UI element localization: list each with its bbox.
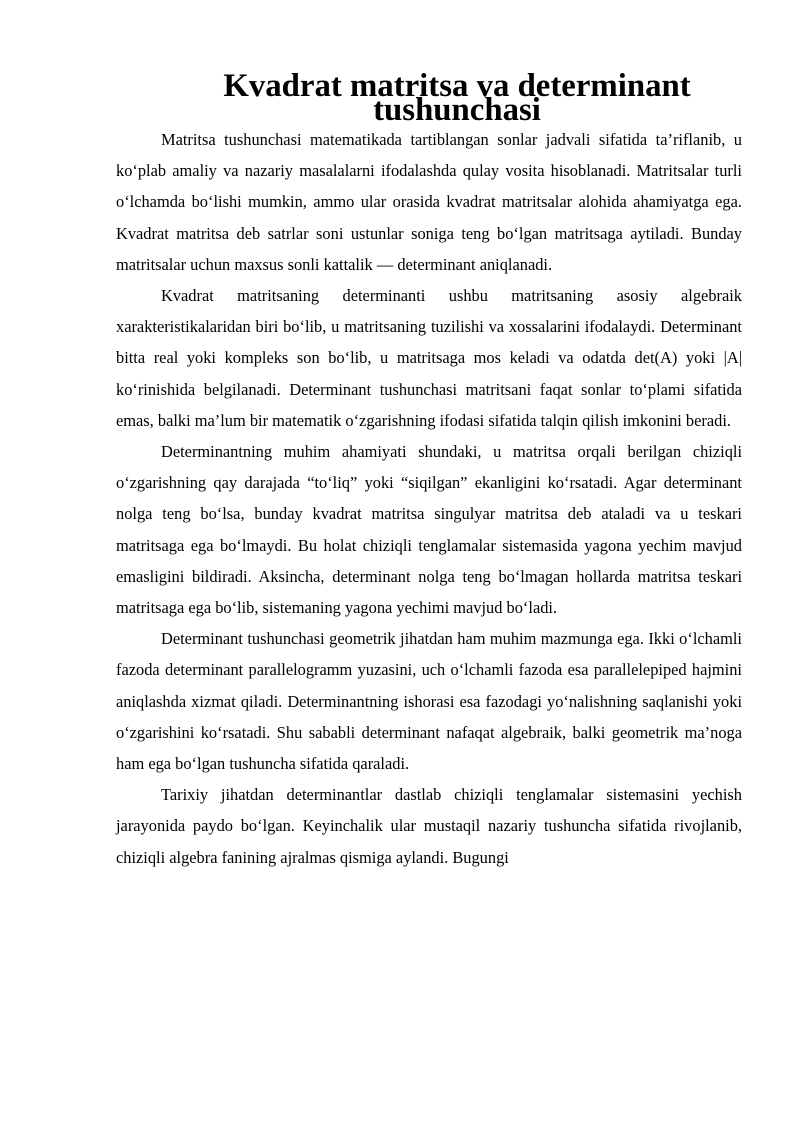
document-page (116, 68, 742, 873)
paragraph-5: Tarixiy jihatdan determinantlar dastlab chiziqli tenglamalar sistemasini yechish jarayonida paydo bo‘lgan. Keyinchalik ular mustaqil nazariy tushuncha sifatida rivojlanib, chiziqli algebra fanining ajralmas qismiga aylandi. Bugungi (116, 785, 742, 867)
paragraph-4: Determinant tushunchasi geometrik jihatdan ham muhim mazmunga ega. Ikki o‘lchamli fazoda determinant parallelogramm yuzasini, uch o‘lchamli fazoda esa parallelepiped hajmini aniqlashda xizmat qiladi. Determinantning ishorasi esa fazodagi yo‘nalishning saqlanishi yoki o‘zgarishini ko‘rsatadi. Shu sababli determinant nafaqat algebraik, balki geometrik ma’noga ham ega bo‘lgan tushuncha sifatida qaraladi. (116, 629, 742, 774)
paragraph-2: Kvadrat matritsaning determinanti ushbu matritsaning asosiy algebraik xarakteristikalaridan biri bo‘lib, u matritsaning tuzilishi va xossalarini ifodalaydi. Determinant bitta real yoki kompleks son bo‘lib, u matritsaga mos keladi va odatda det(A) yoki |A| ko‘rinishida belgilanadi. Determinant tushunchasi matritsani faqat sonlar to‘plami sifatida emas, balki ma’lum bir matematik o‘zgarishning ifodasi sifatida talqin qilish imkonini beradi. (116, 286, 742, 430)
paragraph-1: Matritsa tushunchasi matematikada tartiblangan sonlar jadvali sifatida ta’riflanib, u ko‘plab amaliy va nazariy masalalarni ifodalashda qulay vosita hisoblanadi. Matritsalar turli o‘lchamda bo‘lishi mumkin, ammo ular orasida kvadrat matritsalar alohida ahamiyatga ega. Kvadrat matritsa deb satrlar soni ustunlar soniga teng bo‘lgan matritsaga aytiladi. Bunday matritsalar uchun maxsus sonli kattalik — determinant aniqlanadi. (116, 130, 742, 274)
paragraph-3: Determinantning muhim ahamiyati shundaki, u matritsa orqali berilgan chiziqli o‘zgarishning qay darajada “to‘liq” yoki “siqilgan” ekanligini ko‘rsatadi. Agar determinant nolga teng bo‘lsa, bunday kvadrat matritsa singulyar matritsa deb ataladi va u teskari matritsaga ega bo‘lmaydi. Bu holat chiziqli tenglamalar sistemasida yagona yechim mavjud emasligini bildiradi. Aksincha, determinant nolga teng bo‘lmagan hollarda matritsa teskari matritsaga ega bo‘lib, sistemaning yagona yechimi mavjud bo‘ladi. (116, 442, 742, 618)
document-title: Kvadrat matritsa va determinant tushunchasi (223, 68, 691, 128)
